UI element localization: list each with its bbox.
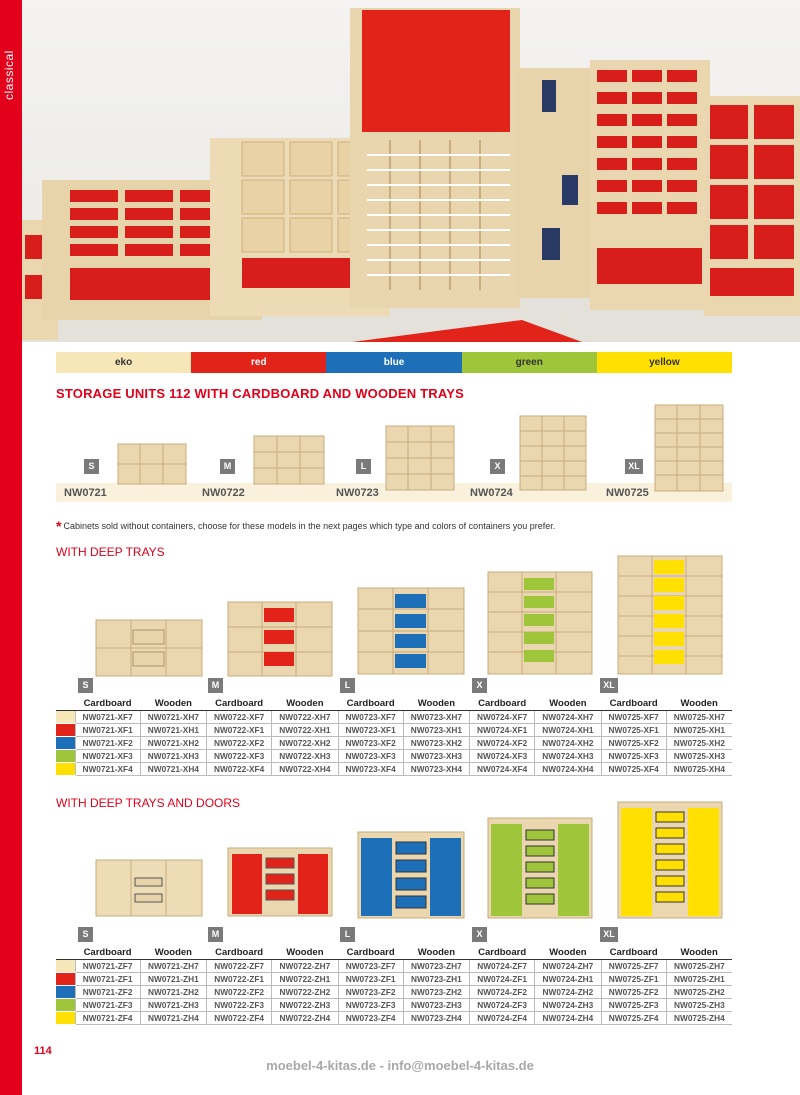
product-code-cell: NW0724-XF1 [470,723,535,736]
product-code-cell: NW0725-XF7 [601,710,666,723]
product-code-cell: NW0723-ZF4 [338,1011,403,1024]
product-code-cell: NW0724-ZF4 [470,1011,535,1024]
product-code-cell: NW0722-ZF7 [207,959,272,972]
product-code-cell: NW0724-XH7 [535,710,601,723]
header-wooden: Wooden [403,947,469,959]
header-swatch [56,947,75,959]
product-code-cell: NW0723-ZF3 [338,998,403,1011]
doors-size-badge-x: X [472,927,487,942]
product-code-cell: NW0721-XF1 [75,723,140,736]
product-code-cell: NW0724-XF3 [470,749,535,762]
product-code-cell: NW0725-XF4 [601,762,666,775]
hero-furniture-illustration [22,0,800,342]
table-header-row [56,698,732,710]
product-code-cell: NW0724-ZH4 [535,1011,601,1024]
product-code-cell: NW0723-ZH3 [403,998,469,1011]
deep-trays-doors-cabinets-illustration [0,800,800,940]
product-code-cell: NW0721-XH7 [140,710,206,723]
product-code-cell: NW0725-ZF3 [601,998,666,1011]
table-row [56,762,732,775]
empty-cabinets-illustration [0,400,800,520]
table-row [56,959,732,972]
product-code-cell: NW0721-XH1 [140,723,206,736]
product-code-cell: NW0723-XF3 [338,749,403,762]
product-code-cell: NW0721-XF7 [75,710,140,723]
color-swatch [56,710,75,723]
product-code-cell: NW0722-ZH3 [272,998,338,1011]
color-swatch [56,762,75,775]
product-code-cell: NW0721-ZF1 [75,972,140,985]
product-code-cell: NW0721-XF2 [75,736,140,749]
header-cardboard: Cardboard [601,698,666,710]
product-code-cell: NW0722-ZF3 [207,998,272,1011]
product-code-cell: NW0724-ZF1 [470,972,535,985]
header-cardboard: Cardboard [601,947,666,959]
product-code-cell: NW0723-ZH2 [403,985,469,998]
table-row [56,972,732,985]
product-code-cell: NW0725-ZF2 [601,985,666,998]
product-code-cell: NW0721-ZH7 [140,959,206,972]
header-cardboard: Cardboard [338,947,403,959]
product-code-cell: NW0722-XH4 [272,762,338,775]
deep-size-badge-x: X [472,678,487,693]
footer-contact: moebel-4-kitas.de - info@moebel-4-kitas.de [266,1058,534,1073]
deep-trays-doors-code-table [56,947,732,1025]
product-code-cell: NW0724-XF7 [470,710,535,723]
cabinet-code-s: NW0721 [64,487,107,499]
color-swatch [56,972,75,985]
product-code-cell: NW0724-XF2 [470,736,535,749]
color-eko: eko [56,352,191,373]
product-code-cell: NW0722-ZH7 [272,959,338,972]
product-code-cell: NW0723-XF1 [338,723,403,736]
product-code-cell: NW0722-XF2 [207,736,272,749]
color-legend-bar [56,352,732,373]
product-code-cell: NW0723-ZH1 [403,972,469,985]
product-code-cell: NW0721-XH4 [140,762,206,775]
product-code-cell: NW0722-ZH2 [272,985,338,998]
product-code-cell: NW0725-ZH7 [666,959,732,972]
product-code-cell: NW0721-ZF7 [75,959,140,972]
product-code-cell: NW0723-XH7 [403,710,469,723]
deep-size-badge-xl: XL [600,678,618,693]
product-code-cell: NW0721-ZF4 [75,1011,140,1024]
doors-size-badge-m: M [208,927,223,942]
product-code-cell: NW0724-XH2 [535,736,601,749]
product-code-cell: NW0723-XF2 [338,736,403,749]
color-yellow: yellow [597,352,732,373]
product-code-cell: NW0721-ZH1 [140,972,206,985]
size-badge-xl: XL [625,459,643,474]
product-code-cell: NW0721-ZF3 [75,998,140,1011]
product-code-cell: NW0723-ZF2 [338,985,403,998]
deep-trays-doors-table-body [56,959,732,1024]
header-cardboard: Cardboard [75,698,140,710]
product-code-cell: NW0724-ZF3 [470,998,535,1011]
product-code-cell: NW0724-ZF2 [470,985,535,998]
cabinet-code-l: NW0723 [336,487,379,499]
product-code-cell: NW0725-XF1 [601,723,666,736]
cabinet-note [56,518,555,534]
header-cardboard: Cardboard [470,698,535,710]
product-code-cell: NW0723-XH3 [403,749,469,762]
header-wooden: Wooden [272,947,338,959]
table-row [56,723,732,736]
header-wooden: Wooden [403,698,469,710]
size-badge-s: S [84,459,99,474]
product-code-cell: NW0725-XH3 [666,749,732,762]
header-cardboard: Cardboard [75,947,140,959]
color-swatch [56,998,75,1011]
deep-trays-code-table [56,698,732,776]
product-code-cell: NW0725-XH2 [666,736,732,749]
product-code-cell: NW0724-ZH2 [535,985,601,998]
header-wooden: Wooden [272,698,338,710]
product-code-cell: NW0721-ZH2 [140,985,206,998]
size-badge-x: X [490,459,505,474]
subsection-deep-trays-doors-title: WITH DEEP TRAYS AND DOORS [56,796,241,810]
deep-size-badge-m: M [208,678,223,693]
product-code-cell: NW0723-XF4 [338,762,403,775]
product-code-cell: NW0723-ZH4 [403,1011,469,1024]
product-code-cell: NW0721-XH3 [140,749,206,762]
product-code-cell: NW0722-XH1 [272,723,338,736]
color-blue: blue [326,352,461,373]
color-swatch [56,1011,75,1024]
product-code-cell: NW0723-XF7 [338,710,403,723]
hero-photo [22,0,800,342]
color-swatch [56,985,75,998]
color-swatch [56,749,75,762]
product-code-cell: NW0722-ZH1 [272,972,338,985]
product-code-cell: NW0722-XF1 [207,723,272,736]
product-code-cell: NW0723-ZH7 [403,959,469,972]
size-badge-l: L [356,459,371,474]
product-code-cell: NW0724-XH3 [535,749,601,762]
product-code-cell: NW0722-ZF1 [207,972,272,985]
table-header-row [56,947,732,959]
subsection-deep-trays-title: WITH DEEP TRAYS [56,545,165,559]
table-row [56,710,732,723]
color-swatch [56,736,75,749]
product-code-cell: NW0721-ZH3 [140,998,206,1011]
product-code-cell: NW0725-XF3 [601,749,666,762]
product-code-cell: NW0722-XH2 [272,736,338,749]
product-code-cell: NW0725-XH7 [666,710,732,723]
header-wooden: Wooden [535,698,601,710]
header-wooden: Wooden [666,698,732,710]
header-cardboard: Cardboard [338,698,403,710]
product-code-cell: NW0725-ZH1 [666,972,732,985]
cabinet-code-x: NW0724 [470,487,513,499]
product-code-cell: NW0721-XH2 [140,736,206,749]
product-code-cell: NW0725-ZF7 [601,959,666,972]
deep-size-badge-s: S [78,678,93,693]
header-wooden: Wooden [535,947,601,959]
product-code-cell: NW0724-XF4 [470,762,535,775]
product-code-cell: NW0725-ZH4 [666,1011,732,1024]
header-wooden: Wooden [140,947,206,959]
header-cardboard: Cardboard [207,698,272,710]
color-swatch [56,959,75,972]
product-code-cell: NW0725-XH1 [666,723,732,736]
header-wooden: Wooden [666,947,732,959]
product-code-cell: NW0723-XH1 [403,723,469,736]
page-number: 114 [34,1045,52,1057]
deep-trays-table-body [56,710,732,775]
product-code-cell: NW0724-ZH7 [535,959,601,972]
header-cardboard: Cardboard [207,947,272,959]
product-code-cell: NW0722-ZF4 [207,1011,272,1024]
product-code-cell: NW0722-XF7 [207,710,272,723]
color-swatch [56,723,75,736]
header-wooden: Wooden [140,698,206,710]
product-code-cell: NW0722-XF3 [207,749,272,762]
product-code-cell: NW0725-ZH2 [666,985,732,998]
section-title: STORAGE UNITS 112 WITH CARDBOARD AND WOODEN TRAYS [56,386,465,401]
table-row [56,998,732,1011]
product-code-cell: NW0722-ZF2 [207,985,272,998]
asterisk-icon: * [56,518,62,534]
product-code-cell: NW0723-XH2 [403,736,469,749]
product-code-cell: NW0723-ZF7 [338,959,403,972]
table-row [56,985,732,998]
product-code-cell: NW0722-ZH4 [272,1011,338,1024]
cabinet-code-xl: NW0725 [606,487,649,499]
header-swatch [56,698,75,710]
product-code-cell: NW0724-XH4 [535,762,601,775]
product-code-cell: NW0721-ZH4 [140,1011,206,1024]
product-code-cell: NW0724-XH1 [535,723,601,736]
color-green: green [462,352,597,373]
size-badge-m: M [220,459,235,474]
deep-size-badge-l: L [340,678,355,693]
product-code-cell: NW0725-ZF1 [601,972,666,985]
deep-trays-cabinets-illustration [0,556,800,686]
product-code-cell: NW0725-XH4 [666,762,732,775]
product-code-cell: NW0724-ZH3 [535,998,601,1011]
product-code-cell: NW0721-ZF2 [75,985,140,998]
cabinet-code-m: NW0722 [202,487,245,499]
doors-size-badge-l: L [340,927,355,942]
product-code-cell: NW0722-XH7 [272,710,338,723]
table-row [56,736,732,749]
product-code-cell: NW0722-XF4 [207,762,272,775]
doors-size-badge-s: S [78,927,93,942]
side-category-label: classical [2,50,16,100]
note-text: Cabinets sold without containers, choose for these models in the next pages which type and colors of containers you prefer. [63,521,556,531]
doors-size-badge-xl: XL [600,927,618,942]
product-code-cell: NW0725-ZH3 [666,998,732,1011]
product-code-cell: NW0723-ZF1 [338,972,403,985]
product-code-cell: NW0724-ZF7 [470,959,535,972]
header-cardboard: Cardboard [470,947,535,959]
table-row [56,1011,732,1024]
table-row [56,749,732,762]
product-code-cell: NW0724-ZH1 [535,972,601,985]
product-code-cell: NW0721-XF4 [75,762,140,775]
color-red: red [191,352,326,373]
product-code-cell: NW0722-XH3 [272,749,338,762]
product-code-cell: NW0725-XF2 [601,736,666,749]
product-code-cell: NW0723-XH4 [403,762,469,775]
product-code-cell: NW0721-XF3 [75,749,140,762]
product-code-cell: NW0725-ZF4 [601,1011,666,1024]
